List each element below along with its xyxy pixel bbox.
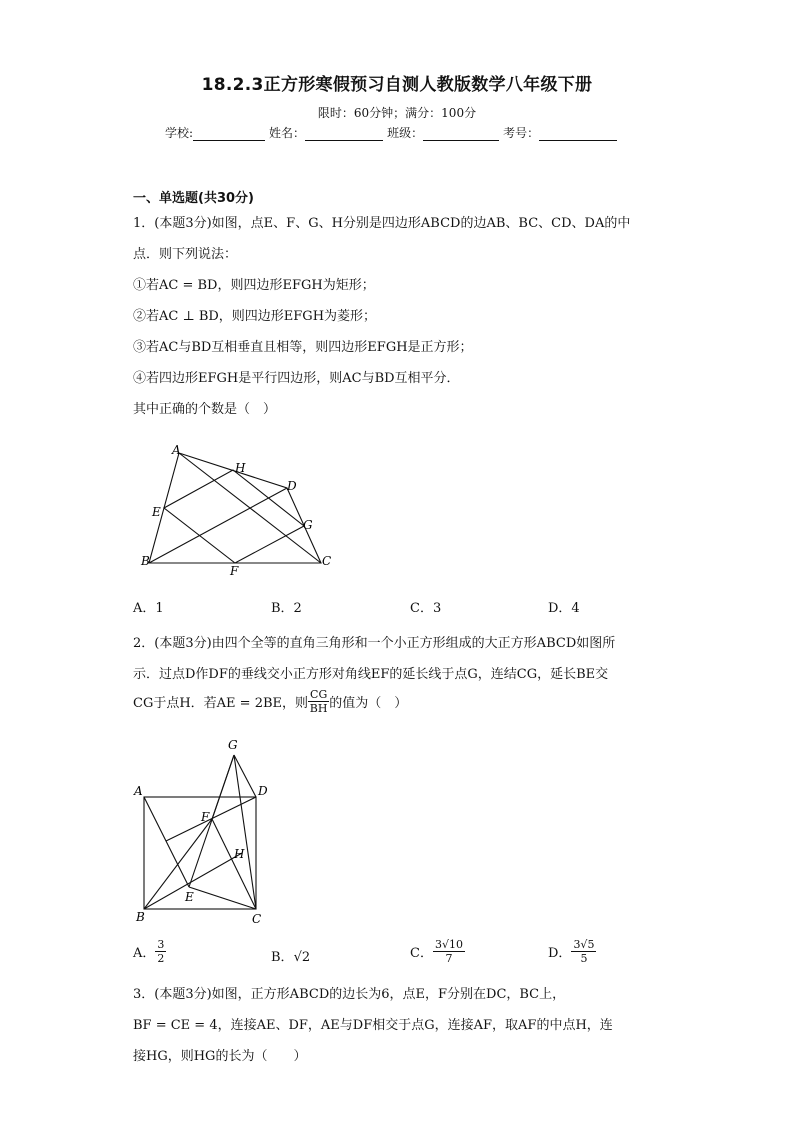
q2-option-a-num: 3 [157,938,165,951]
q1-statement-3: ③若AC与BD互相垂直且相等，则四边形EFGH是正方形； [133,340,473,355]
q1-option-c[interactable]: C．3 [410,601,442,616]
q1-question: 其中正确的个数是（ ） [133,402,277,417]
student-info-row [165,124,621,141]
q1-statement-1: ①若AC = BD，则四边形EFGH为矩形； [133,278,375,293]
q2-label-c: C [252,912,262,926]
q1-diagonal-bd [149,488,287,563]
q2-option-c-fraction [433,938,465,965]
q1-label-a: A [172,443,181,457]
q2-option-c-num: 3√10 [434,938,463,951]
q2-stem-line3-pre: CG于点H．若AE = 2BE，则 [133,696,309,711]
exam-number-blank[interactable] [539,126,617,141]
q2-option-d-fraction [571,938,596,965]
q2-label-h: H [234,847,245,861]
q2-square-figure [130,735,280,927]
q2-segment-ec [189,887,256,909]
q2-option-b-value: √2 [293,950,311,965]
page-title: 18.2.3正方形寒假预习自测人教版数学八年级下册 [201,75,593,95]
q2-segment-df [166,797,256,841]
time-limit: 限时：60分钟；满分：100分 [317,106,477,120]
q3-stem-line2: BF = CE = 4，连接AE、DF，AE与DF相交于点G，连接AF，取AF的中点H，连 [133,1018,613,1033]
q2-label-f: F [201,810,210,824]
q1-label-e: E [152,505,161,519]
school-field[interactable] [165,124,265,141]
q1-option-d[interactable]: D．4 [548,601,580,616]
q2-option-c[interactable] [410,938,465,965]
q1-label-h: H [235,461,246,475]
q2-option-a-label: A． [133,946,156,961]
q2-option-c-label: C． [410,946,433,961]
q2-option-c-den: 7 [445,952,453,965]
q1-label-f: F [230,564,239,578]
q2-stem-line3-post: 的值为（ ） [329,696,408,711]
name-label: 姓名： [269,126,306,140]
section-heading: 一、单选题(共30分) [133,191,254,206]
q1-label-g: G [303,518,313,532]
q2-option-d[interactable] [548,938,596,965]
q2-stem-line2: 示．过点D作DF的垂线交小正方形对角线EF的延长线于点G，连结CG，延长BE交 [133,667,609,682]
q2-label-e: E [185,890,194,904]
q2-option-b[interactable] [271,946,310,965]
name-blank[interactable] [305,126,383,141]
q2-ratio-numerator: CG [310,688,328,701]
q2-ratio-denominator: BH [309,702,328,715]
exam-number-field[interactable] [503,124,617,141]
school-blank[interactable] [193,126,265,141]
q2-options [133,938,673,974]
q2-option-a[interactable] [133,938,166,965]
q2-segment-ae [144,797,189,887]
q1-label-b: B [141,554,150,568]
q2-label-a: A [134,784,143,798]
class-field[interactable] [387,124,499,141]
q2-segment-bf [144,819,212,909]
q2-stem-line3 [133,688,407,715]
q2-option-b-label: B． [271,950,294,965]
exam-number-label: 考号： [503,126,540,140]
q3-stem-line3: 接HG，则HG的长为（ ） [133,1049,307,1064]
q2-option-a-fraction [155,938,166,965]
q2-option-d-num: 3√5 [573,938,595,951]
class-label: 班级： [387,126,424,140]
q2-label-d: D [258,784,268,798]
class-blank[interactable] [423,126,499,141]
name-field[interactable] [269,124,383,141]
q1-option-b[interactable]: B．2 [271,601,302,616]
q1-label-d: D [287,479,297,493]
q1-statement-2: ②若AC ⊥ BD，则四边形EFGH为菱形； [133,309,377,324]
q2-stem-line1: 2．(本题3分)由四个全等的直角三角形和一个小正方形组成的大正方形ABCD如图所 [133,636,616,651]
q1-quadrilateral-figure [135,438,345,583]
school-label: 学校: [165,126,194,140]
q2-option-d-label: D． [548,946,572,961]
q2-option-a-den: 2 [157,952,165,965]
q1-stem-line1: 1．(本题3分)如图，点E、F、G、H分别是四边形ABCD的边AB、BC、CD、DA的中 [133,216,631,231]
q2-option-d-den: 5 [580,952,588,965]
q1-label-c: C [322,554,332,568]
q1-options [133,597,673,615]
q1-option-a[interactable]: A．1 [133,601,164,616]
q1-statement-4: ④若四边形EFGH是平行四边形，则AC与BD互相平分． [133,371,460,386]
q3-stem-line1: 3．(本题3分)如图，正方形ABCD的边长为6，点E，F分别在DC，BC上， [133,987,566,1002]
q1-stem-line2: 点．则下列说法： [133,247,238,262]
q2-label-g: G [228,738,238,752]
q2-label-b: B [136,910,145,924]
q2-ratio-fraction [308,688,329,715]
